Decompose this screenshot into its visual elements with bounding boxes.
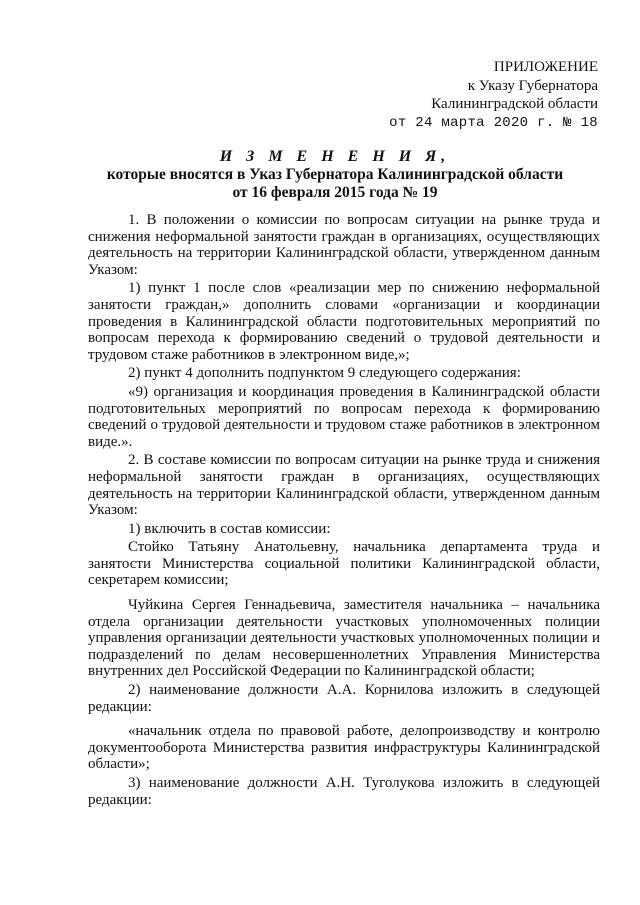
paragraph: 1. В положении о комиссии по вопросам ситуации на рынке труда и снижения неформальной занятости граждан в организациях, осуществляющих деятельность на территории Калининградской области, утвержденном данным Указом: bbox=[88, 212, 600, 278]
appendix-date-number: от 24 марта 2020 г. № 18 bbox=[389, 114, 598, 131]
title-subtitle-2: от 16 февраля 2015 года № 19 bbox=[232, 184, 438, 201]
document-title bbox=[70, 148, 600, 202]
paragraph: 2. В составе комиссии по вопросам ситуации на рынке труда и снижения неформальной занятости граждан в организациях, осуществляющих деятельность на территории Калининградской области, утвержденном данным Указом: bbox=[88, 452, 600, 519]
paragraph: 1) пункт 1 после слов «реализации мер по снижению неформальной занятости граждан,» дополнить словами «организации и координации проведения в Калининградской области подготовительных мероприятий по вопросам перехода к формированию сведений о трудовой деятельности и трудовом стаже работников в электронном виде,»; bbox=[88, 280, 600, 363]
title-main: И З М Е Н Е Н И Я, bbox=[219, 148, 451, 165]
appendix-label: ПРИЛОЖЕНИЕ bbox=[493, 59, 598, 75]
paragraph: 3) наименование должности А.Н. Туголукова изложить в следующей редакции: bbox=[88, 775, 600, 808]
document-body bbox=[88, 212, 600, 810]
paragraph: «начальник отдела по правовой работе, делопроизводству и контролю документооборота Министерства развития инфраструктуры Калининградской области»; bbox=[88, 723, 600, 773]
appendix-header bbox=[389, 58, 598, 132]
appendix-decree-ref: к Указу Губернатора bbox=[467, 77, 598, 94]
paragraph: Чуйкина Сергея Геннадьевича, заместителя начальника – начальника отдела организации деятельности участковых уполномоченных полиции управления организации деятельности участковых уполномоченных полиции и подразделений по делам несовершеннолетних Управления Министерства внутренних дел Российской Федерации по Калининградской области; bbox=[88, 597, 600, 680]
paragraph: 2) пункт 4 дополнить подпунктом 9 следующего содержания: bbox=[128, 365, 521, 382]
title-subtitle-1: которые вносятся в Указ Губернатора Калининградской области bbox=[106, 166, 564, 183]
paragraph: «9) организация и координация проведения в Калининградской области подготовительных мероприятий по вопросам перехода к формированию сведений о трудовой деятельности и трудовом стаже работников в электронном виде.». bbox=[88, 383, 600, 450]
paragraph: Стойко Татьяну Анатольевну, начальника департамента труда и занятости Министерства социальной политики Калининградской области, секретарем комиссии; bbox=[88, 539, 600, 589]
paragraph: 1) включить в состав комиссии: bbox=[128, 520, 331, 537]
paragraph: 2) наименование должности А.А. Корнилова изложить в следующей редакции: bbox=[88, 682, 600, 715]
appendix-region: Калининградской области bbox=[431, 96, 598, 112]
